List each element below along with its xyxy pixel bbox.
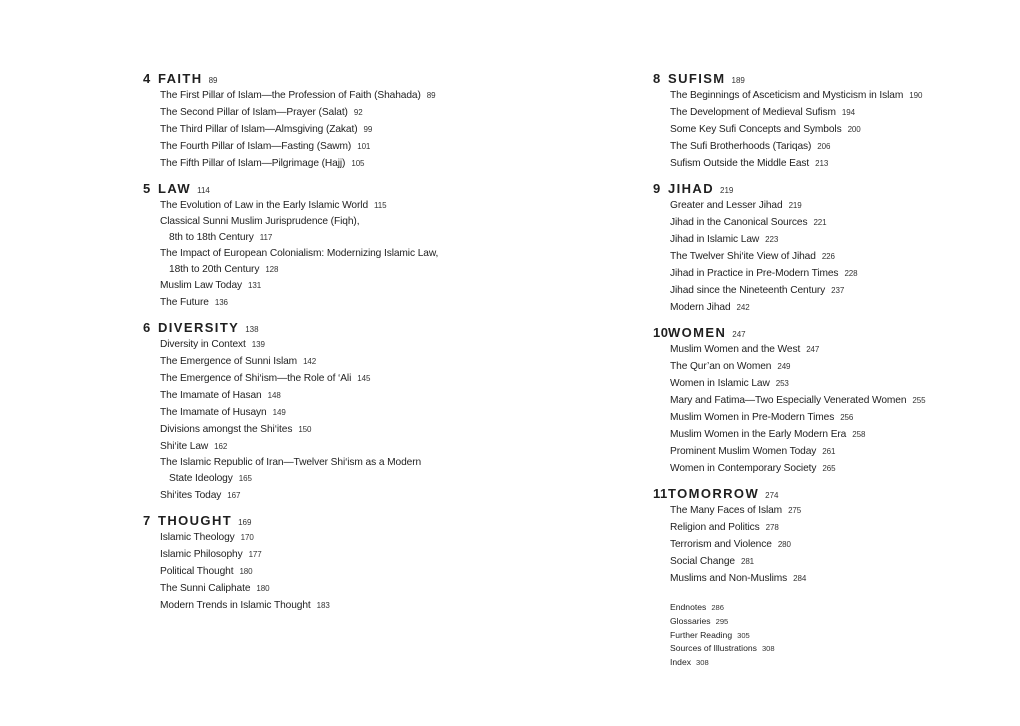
toc-entry [160,138,573,155]
chapter-entry-list [160,529,573,614]
toc-entry-title: Muslim Women and the West [670,344,801,355]
toc-entry-title: The Fifth Pillar of Islam—Pilgrimage (Hajj) [160,158,346,169]
toc-entry-title: The Qur’an on Women [670,361,772,372]
toc-entry-title: The Emergence of Sunni Islam [160,356,298,367]
chapter-heading [653,324,993,341]
toc-entry-page: 105 [351,159,365,168]
toc-entry-title: The Second Pillar of Islam—Prayer (Salat) [160,107,348,118]
chapter-title: TOMORROW [668,486,760,501]
toc-entry-page: 275 [788,506,802,515]
toc-entry-page: 162 [214,442,228,451]
toc-entry-page: 150 [298,425,312,434]
toc-entry-page: 167 [227,490,241,500]
toc-entry-page: 170 [240,532,254,542]
toc-entry [670,426,993,443]
toc-entry-title: The Many Faces of Islam [670,505,783,516]
chapter-entry-list [670,197,993,316]
toc-entry-title: Modern Jihad [670,302,731,313]
toc-entry-page: 213 [815,159,829,168]
toc-entry-page: 99 [363,125,373,134]
chapter-heading [653,485,993,502]
back-matter-item [670,629,993,643]
right-chapter-list [653,70,993,587]
toc-entry-title: Islamic Philosophy [160,548,243,560]
toc-entry [670,536,993,553]
toc-entry-title-cont: 18th to 20th Century [169,263,260,275]
chapter-page-number: 89 [208,76,218,85]
toc-entry-title: Mary and Fatima—Two Especially Venerated Women [670,395,907,406]
toc-entry-title: Some Key Sufi Concepts and Symbols [670,124,842,135]
toc-entry-page: 142 [303,357,317,366]
chapter-page-number: 138 [245,325,259,334]
back-matter-item [670,642,993,656]
toc-entry-title: Muslim Women in Pre-Modern Times [670,412,835,423]
toc-entry [160,353,573,370]
toc-entry-page: 194 [841,108,855,117]
toc-entry-title: The Fourth Pillar of Islam—Fasting (Sawm) [160,141,352,152]
toc-entry-page: 200 [847,125,861,134]
toc-entry-page: 281 [740,557,755,566]
toc-entry [160,104,573,121]
chapter-page-number: 274 [765,491,779,500]
toc-entry-page: 249 [777,362,791,371]
back-matter-title: Further Reading [670,629,733,640]
toc-left-column [143,70,573,622]
toc-entry-page: 145 [357,374,371,383]
chapter-title: DIVERSITY [158,320,240,335]
toc-entry [160,563,573,580]
chapter-page-number: 219 [720,186,734,195]
chapter-entry-list [670,87,993,172]
toc-entry-page: 139 [251,340,265,349]
toc-entry-page: 131 [248,281,262,290]
toc-entry-title: The First Pillar of Islam—the Profession of Faith (Shahada) [160,90,421,101]
toc-entry-page: 180 [256,583,270,593]
toc-entry-title: Greater and Lesser Jihad [670,200,783,211]
toc-entry [670,138,993,155]
toc-entry [160,580,573,597]
toc-entry-page: 261 [822,447,836,456]
toc-entry-page: 101 [357,142,371,151]
back-matter-page: 305 [737,630,750,640]
toc-entry-page: 219 [788,201,802,210]
toc-entry-page: 149 [272,408,286,417]
chapter-number: 4 [143,71,151,86]
toc-entry-title: The Islamic Republic of Iran—Twelver Shi‘ism as a Modern [160,457,422,468]
toc-entry [670,358,993,375]
chapter-heading [143,180,573,197]
toc-entry-title: Women in Islamic Law [670,378,770,389]
chapter-title: WOMEN [668,325,727,340]
toc-entry [160,277,573,294]
toc-entry [160,421,573,438]
toc-entry-page: 223 [765,235,779,244]
toc-entry-continuation [160,262,573,278]
back-matter-title: Glossaries [670,615,711,626]
toc-entry [670,248,993,265]
chapter-entry-list [160,87,573,172]
toc-entry [160,546,573,563]
chapter-title: JIHAD [668,181,715,196]
chapter-section [143,70,573,172]
chapter-page-number: 247 [732,330,746,339]
toc-entry [670,299,993,316]
toc-entry-title: The Sufi Brotherhoods (Tariqas) [670,141,812,152]
toc-entry [670,104,993,121]
chapter-entry-list [670,341,993,477]
back-matter-page: 308 [696,658,709,668]
toc-entry [160,455,573,487]
toc-entry-title: The Future [160,297,209,308]
chapter-number: 10 [653,325,669,340]
toc-entry-title: Jihad in Practice in Pre-Modern Times [670,268,839,279]
chapter-section [653,180,993,316]
chapter-section [653,324,993,477]
toc-entry [160,155,573,172]
toc-entry-title: The Development of Medieval Sufism [670,107,836,118]
toc-entry-title: The Evolution of Law in the Early Islamic World [160,200,369,211]
toc-entry-page: 278 [765,523,779,532]
toc-entry-title: Social Change [670,556,735,567]
toc-entry-continuation [160,471,573,487]
toc-entry [670,265,993,282]
toc-entry [670,392,993,409]
toc-entry-page: 165 [238,474,252,483]
back-matter-item [670,601,993,615]
toc-entry [160,246,573,278]
back-matter-page: 308 [761,644,775,654]
toc-right-column [653,70,993,670]
back-matter-title: Sources of Illustrations [670,643,757,654]
toc-entry-page: 183 [316,600,330,610]
toc-entry-page: 255 [912,396,926,405]
toc-entry-page: 237 [831,286,845,295]
back-matter-title: Endnotes [670,602,707,612]
toc-entry [670,121,993,138]
toc-entry-page: 92 [353,108,363,117]
chapter-entry-list [670,502,993,587]
toc-entry [670,87,993,104]
toc-entry [670,155,993,172]
toc-entry-page: 180 [239,566,253,576]
toc-entry-page: 284 [793,574,807,583]
toc-entry-title: The Third Pillar of Islam—Almsgiving (Zakat) [160,124,358,135]
chapter-number: 5 [143,181,151,196]
toc-entry-page: 115 [374,201,387,210]
toc-entry [160,336,573,353]
toc-entry [670,341,993,358]
chapter-page-number: 169 [238,517,252,527]
chapter-title: LAW [158,181,192,196]
toc-entry-page: 280 [777,540,791,549]
toc-entry-title: Prominent Muslim Women Today [670,446,817,457]
toc-entry-page: 89 [426,91,436,100]
toc-entry-title: Women in Contemporary Society [670,463,817,474]
toc-entry [670,282,993,299]
back-matter-item [670,615,993,629]
toc-entry [160,404,573,421]
chapter-title: THOUGHT [158,512,233,528]
toc-entry-title: Terrorism and Violence [670,539,772,550]
toc-entry-title: The Imamate of Husayn [160,407,267,418]
toc-entry [160,197,573,214]
chapter-heading [143,70,573,87]
toc-entry [160,387,573,404]
toc-entry-title: Muslims and Non-Muslims [670,573,788,584]
chapter-heading [653,70,993,87]
toc-entry [160,214,573,246]
toc-entry-title: Islamic Theology [160,531,235,543]
toc-entry-title: Diversity in Context [160,339,246,350]
chapter-section [143,512,573,614]
chapter-section [653,485,993,587]
toc-entry [160,87,573,104]
toc-entry-title: Classical Sunni Muslim Jurisprudence (Fiqh), [160,216,360,227]
toc-entry-page: 228 [844,269,858,278]
toc-entry-title: Jihad since the Nineteenth Century [670,285,826,296]
toc-entry-page: 256 [840,413,854,422]
back-matter-list [670,601,993,670]
toc-entry-title: Muslim Law Today [160,280,243,291]
toc-entry-title: Shi‘ite Law [160,441,209,452]
toc-entry [670,409,993,426]
toc-entry [160,294,573,311]
back-matter-title: Index [670,657,692,668]
chapter-section [653,70,993,172]
toc-entry-title: Divisions amongst the Shi‘ites [160,424,293,435]
toc-entry-page: 177 [248,549,262,559]
toc-entry-title: Sufism Outside the Middle East [670,158,810,169]
toc-entry-title: Modern Trends in Islamic Thought [160,599,311,611]
toc-entry-page: 242 [736,303,750,312]
back-matter-page: 286 [711,603,724,612]
chapter-entry-list [160,197,573,311]
chapter-number: 6 [143,320,151,335]
toc-entry [670,231,993,248]
toc-entry-page: 136 [214,298,228,307]
toc-entry [670,443,993,460]
chapter-entry-list [160,336,573,504]
toc-entry-page: 128 [265,264,279,274]
toc-entry-title: Jihad in Islamic Law [670,234,760,245]
toc-entry [160,121,573,138]
toc-entry [160,438,573,455]
toc-entry [670,553,993,570]
toc-entry-title-cont: State Ideology [169,473,233,484]
toc-entry [160,529,573,546]
toc-entry-title: Religion and Politics [670,522,760,533]
toc-entry [670,519,993,536]
chapter-title: SUFISM [668,71,726,86]
toc-entry [160,487,573,504]
chapter-heading [653,180,993,197]
toc-entry [670,214,993,231]
toc-entry-title: Shi‘ites Today [160,489,222,501]
chapter-heading [143,319,573,336]
toc-entry [160,597,573,614]
toc-entry-page: 117 [259,233,273,242]
toc-entry-title: The Beginnings of Asceticism and Mysticism in Islam [670,90,904,101]
chapter-number: 9 [653,181,661,196]
toc-entry-continuation [160,230,573,246]
toc-entry [670,197,993,214]
toc-entry-page: 258 [852,430,866,439]
chapter-number: 11 [653,486,668,501]
toc-entry-title: Political Thought [160,565,234,577]
toc-entry [670,502,993,519]
toc-entry-title: Muslim Women in the Early Modern Era [670,429,847,440]
toc-entry [670,460,993,477]
toc-entry-page: 148 [267,391,281,400]
chapter-number: 8 [653,71,661,86]
toc-entry-title: The Impact of European Colonialism: Modernizing Islamic Law, [160,247,439,259]
toc-entry-page: 190 [909,91,923,100]
toc-entry-page: 226 [821,252,835,261]
back-matter-item [670,656,993,670]
toc-entry-title: The Sunni Caliphate [160,582,251,594]
toc-entry-title: The Emergence of Shi‘ism—the Role of ‘Ali [160,373,352,384]
toc-entry-page: 253 [775,379,789,388]
chapter-number: 7 [143,512,151,528]
toc-entry-title: Jihad in the Canonical Sources [670,217,808,228]
back-matter-page: 295 [715,616,729,626]
chapter-heading [143,512,573,529]
chapter-section [143,319,573,504]
toc-entry-title: The Imamate of Hasan [160,390,262,401]
toc-entry-page: 265 [822,464,836,473]
toc-entry [670,375,993,392]
chapter-section [143,180,573,311]
toc-entry-title: The Twelver Shi‘ite View of Jihad [670,251,816,262]
chapter-page-number: 114 [197,186,210,195]
toc-entry-title-cont: 8th to 18th Century [169,232,254,243]
toc-entry-page: 221 [813,218,827,227]
toc-entry-page: 247 [806,345,820,354]
toc-entry-page: 206 [817,142,831,151]
toc-entry [670,570,993,587]
chapter-title: FAITH [158,71,203,86]
toc-entry [160,370,573,387]
chapter-page-number: 189 [731,76,745,85]
